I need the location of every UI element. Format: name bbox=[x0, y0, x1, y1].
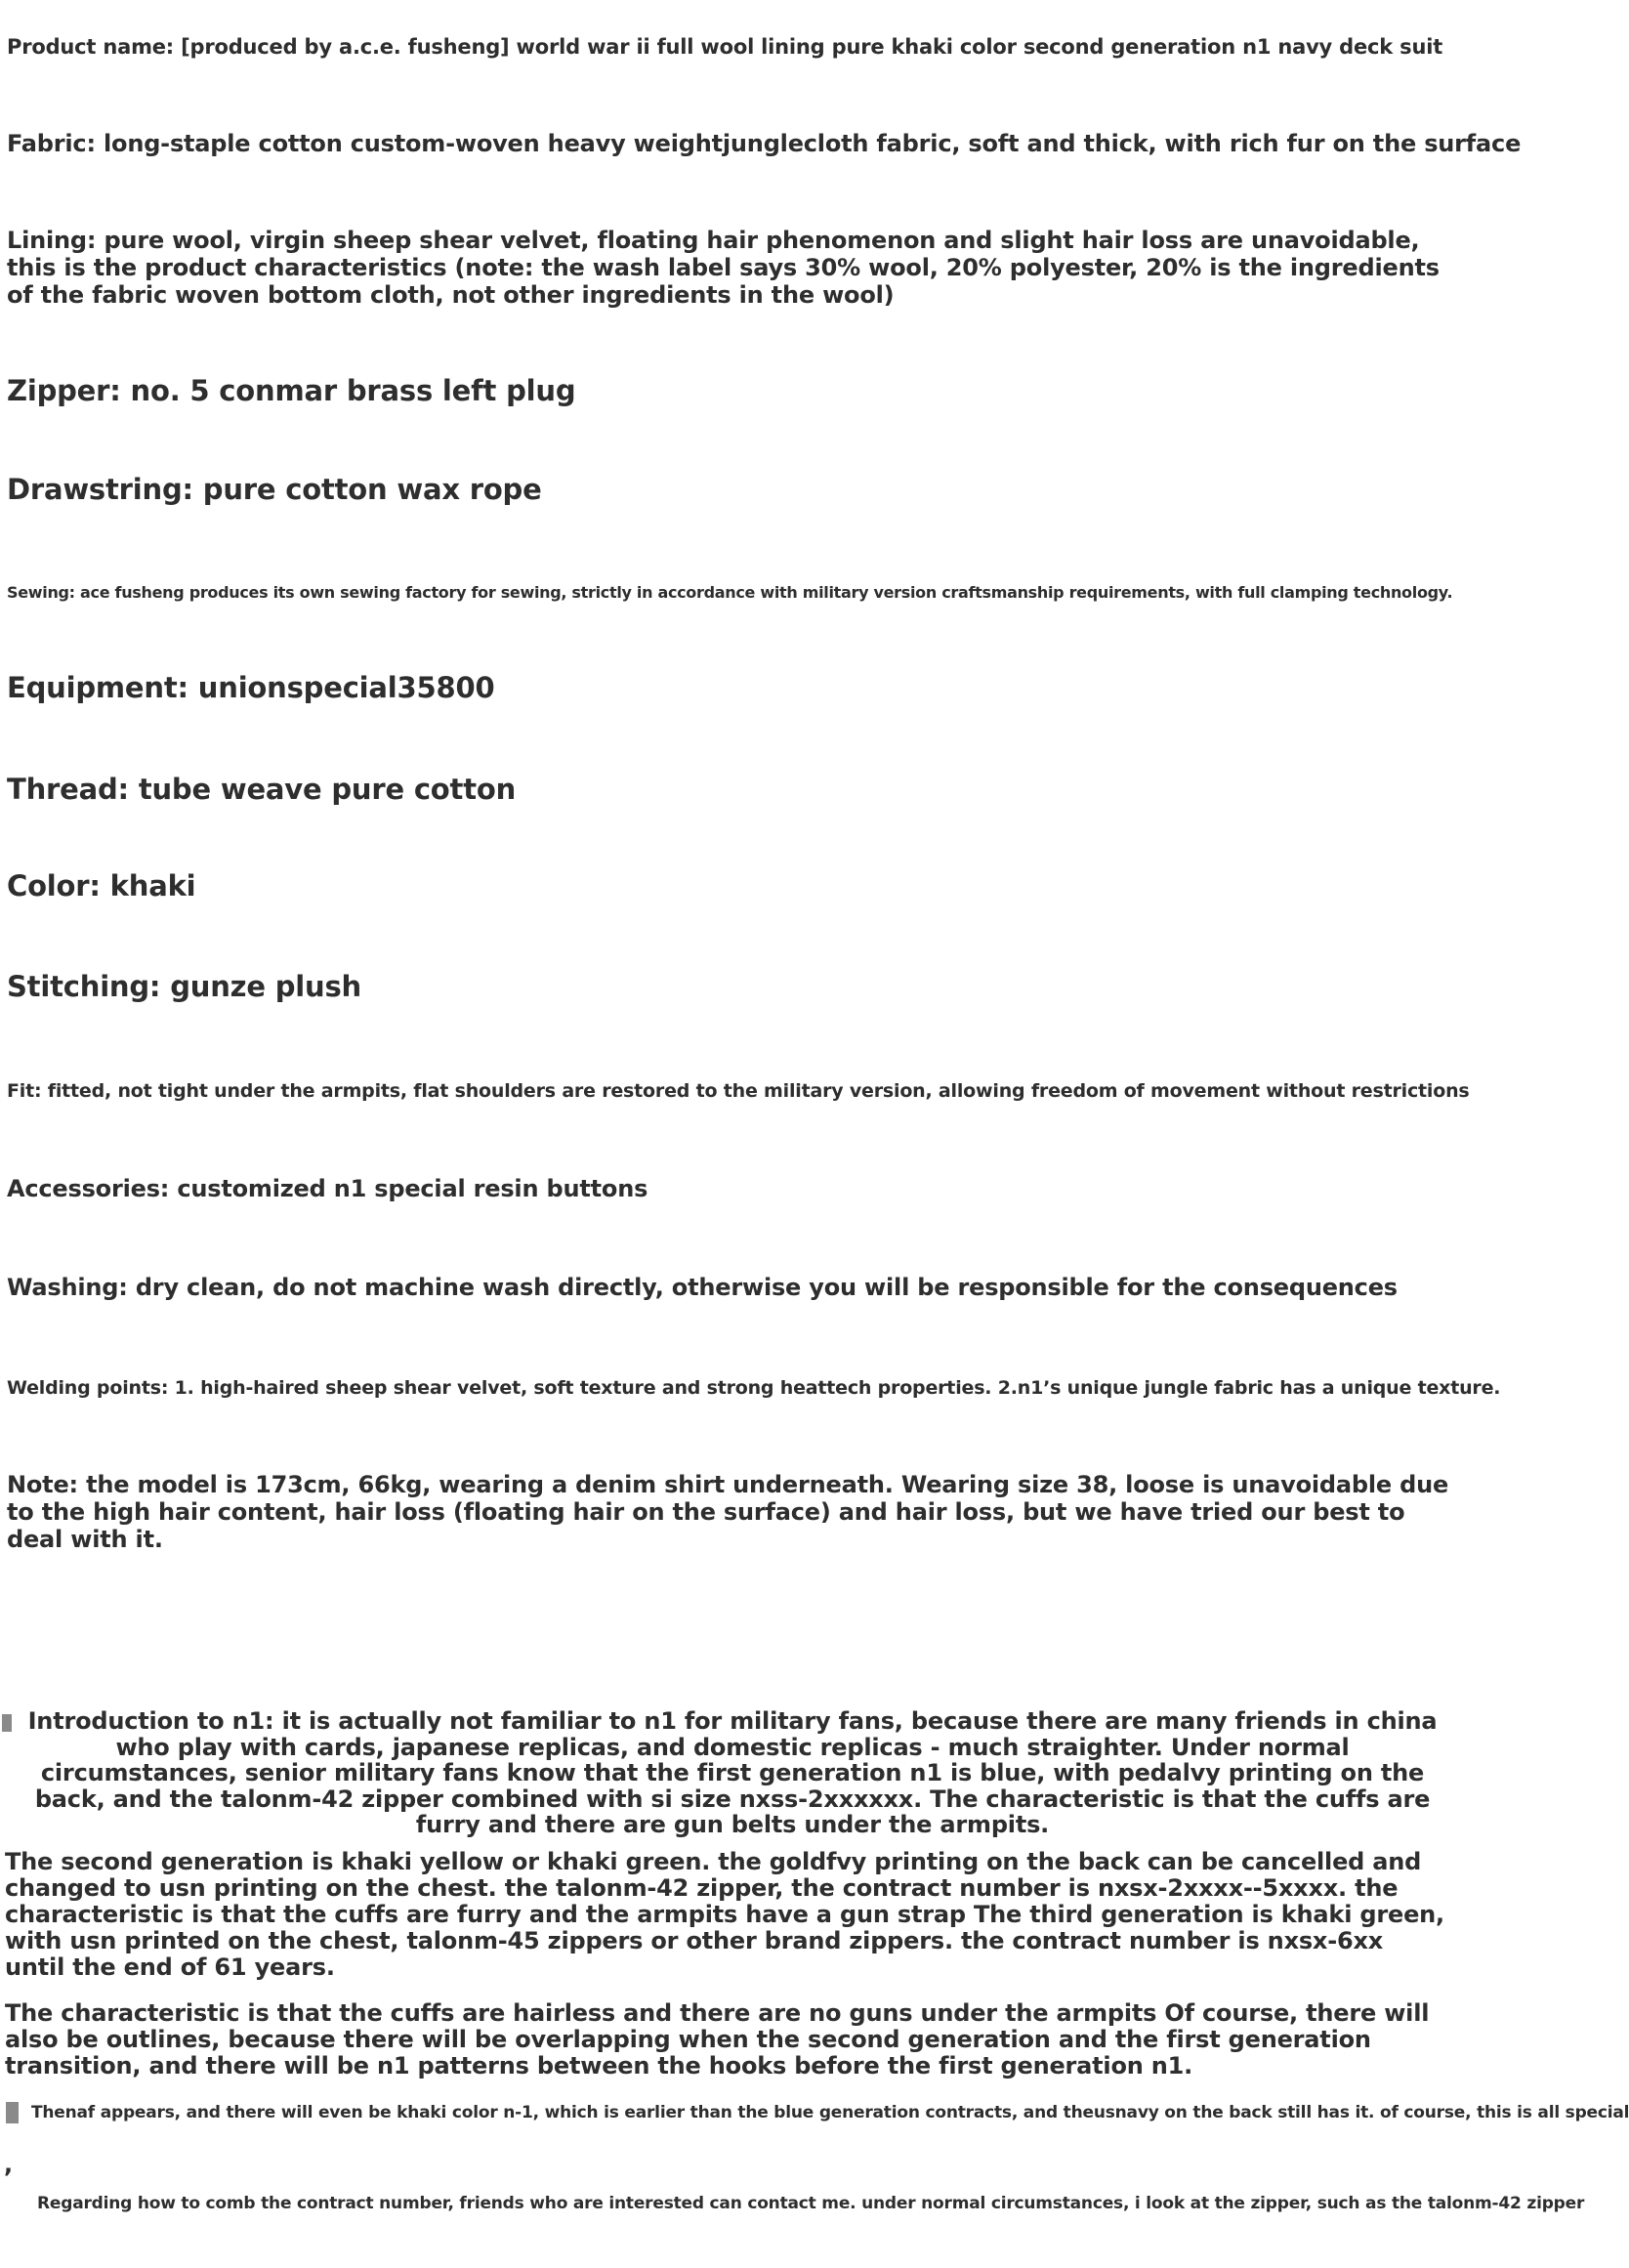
accessories-line: Accessories: customized n1 special resin buttons bbox=[7, 1175, 648, 1202]
stray-comma: , bbox=[4, 2151, 13, 2178]
fabric-line: Fabric: long-staple cotton custom-woven heavy weightjunglecloth fabric, soft and thick, with rich fur on the surface bbox=[7, 130, 1522, 157]
drawstring-line: Drawstring: pure cotton wax rope bbox=[7, 473, 542, 506]
scan-artifact-mark bbox=[2, 1714, 12, 1732]
intro-paragraph-1: Introduction to n1: it is actually not familiar to n1 for military fans, because there are many friends in china who play with cards, japanese replicas, and domestic replicas - much straighter. Under normal circumstances, senior military fans know that the first generation n1 is blue, with pedalvy printing on the back, and the talonm-42 zipper combined with si size nxss-2xxxxxx. The characteristic is that the cuffs are furry and there are gun belts under the armpits. bbox=[27, 1707, 1438, 1838]
note-paragraph: Note: the model is 173cm, 66kg, wearing a denim shirt underneath. Wearing size 38, loose is unavoidable due to the high hair content, hair loss (floating hair on the surface) and hair loss, but we have tried our best to deal with it. bbox=[7, 1471, 1449, 1553]
welding-points-line: Welding points: 1. high-haired sheep shear velvet, soft texture and strong heattech properties. 2.n1’s unique jungle fabric has a unique texture. bbox=[7, 1377, 1501, 1399]
intro-paragraph-5: Regarding how to comb the contract number, friends who are interested can contact me. under normal circumstances, i look at the zipper, such as the talonm-42 zipper bbox=[37, 2194, 1585, 2213]
washing-line: Washing: dry clean, do not machine wash directly, otherwise you will be responsible for the consequences bbox=[7, 1274, 1398, 1301]
color-line: Color: khaki bbox=[7, 869, 196, 903]
product-name-line: Product name: [produced by a.c.e. fusheng] world war ii full wool lining pure khaki color second generation n1 navy deck suit bbox=[7, 35, 1443, 59]
lining-paragraph: Lining: pure wool, virgin sheep shear velvet, floating hair phenomenon and slight hair loss are unavoidable, this is the product characteristics (note: the wash label says 30% wool, 20% polyester, 20% is the ingredients of the fabric woven bottom cloth, not other ingredients in the wool) bbox=[7, 227, 1440, 309]
equipment-line: Equipment: unionspecial35800 bbox=[7, 671, 495, 704]
thread-line: Thread: tube weave pure cotton bbox=[7, 773, 517, 806]
sewing-line: Sewing: ace fusheng produces its own sewing factory for sewing, strictly in accordance with military version craftsmanship requirements, with full clamping technology. bbox=[7, 583, 1453, 602]
intro-paragraph-2: The second generation is khaki yellow or khaki green. the goldfvy printing on the back can be cancelled and changed to usn printing on the chest. the talonm-42 zipper, the contract number is nxsx-2xxxx--5xxxx. the characteristic is that the cuffs are furry and the armpits have a gun strap The third generation is khaki green, with usn printed on the chest, talonm-45 zippers or other brand zippers. the contract number is nxsx-6xx until the end of 61 years. bbox=[5, 1848, 1444, 1981]
fit-line: Fit: fitted, not tight under the armpits, flat shoulders are restored to the military version, allowing freedom of movement without restrictions bbox=[7, 1080, 1470, 1102]
intro-paragraph-4: Thenaf appears, and there will even be khaki color n-1, which is earlier than the blue generation contracts, and theusnavy on the back still has it. of course, this is all special bbox=[31, 2103, 1629, 2122]
stitching-line: Stitching: gunze plush bbox=[7, 970, 361, 1003]
scan-artifact-mark bbox=[6, 2102, 19, 2123]
zipper-line: Zipper: no. 5 conmar brass left plug bbox=[7, 374, 576, 407]
intro-paragraph-3: The characteristic is that the cuffs are hairless and there are no guns under the armpits Of course, there will also be outlines, because there will be overlapping when the second generation and the first generation transition, and there will be n1 patterns between the hooks before the first generation n1. bbox=[5, 1999, 1430, 2079]
